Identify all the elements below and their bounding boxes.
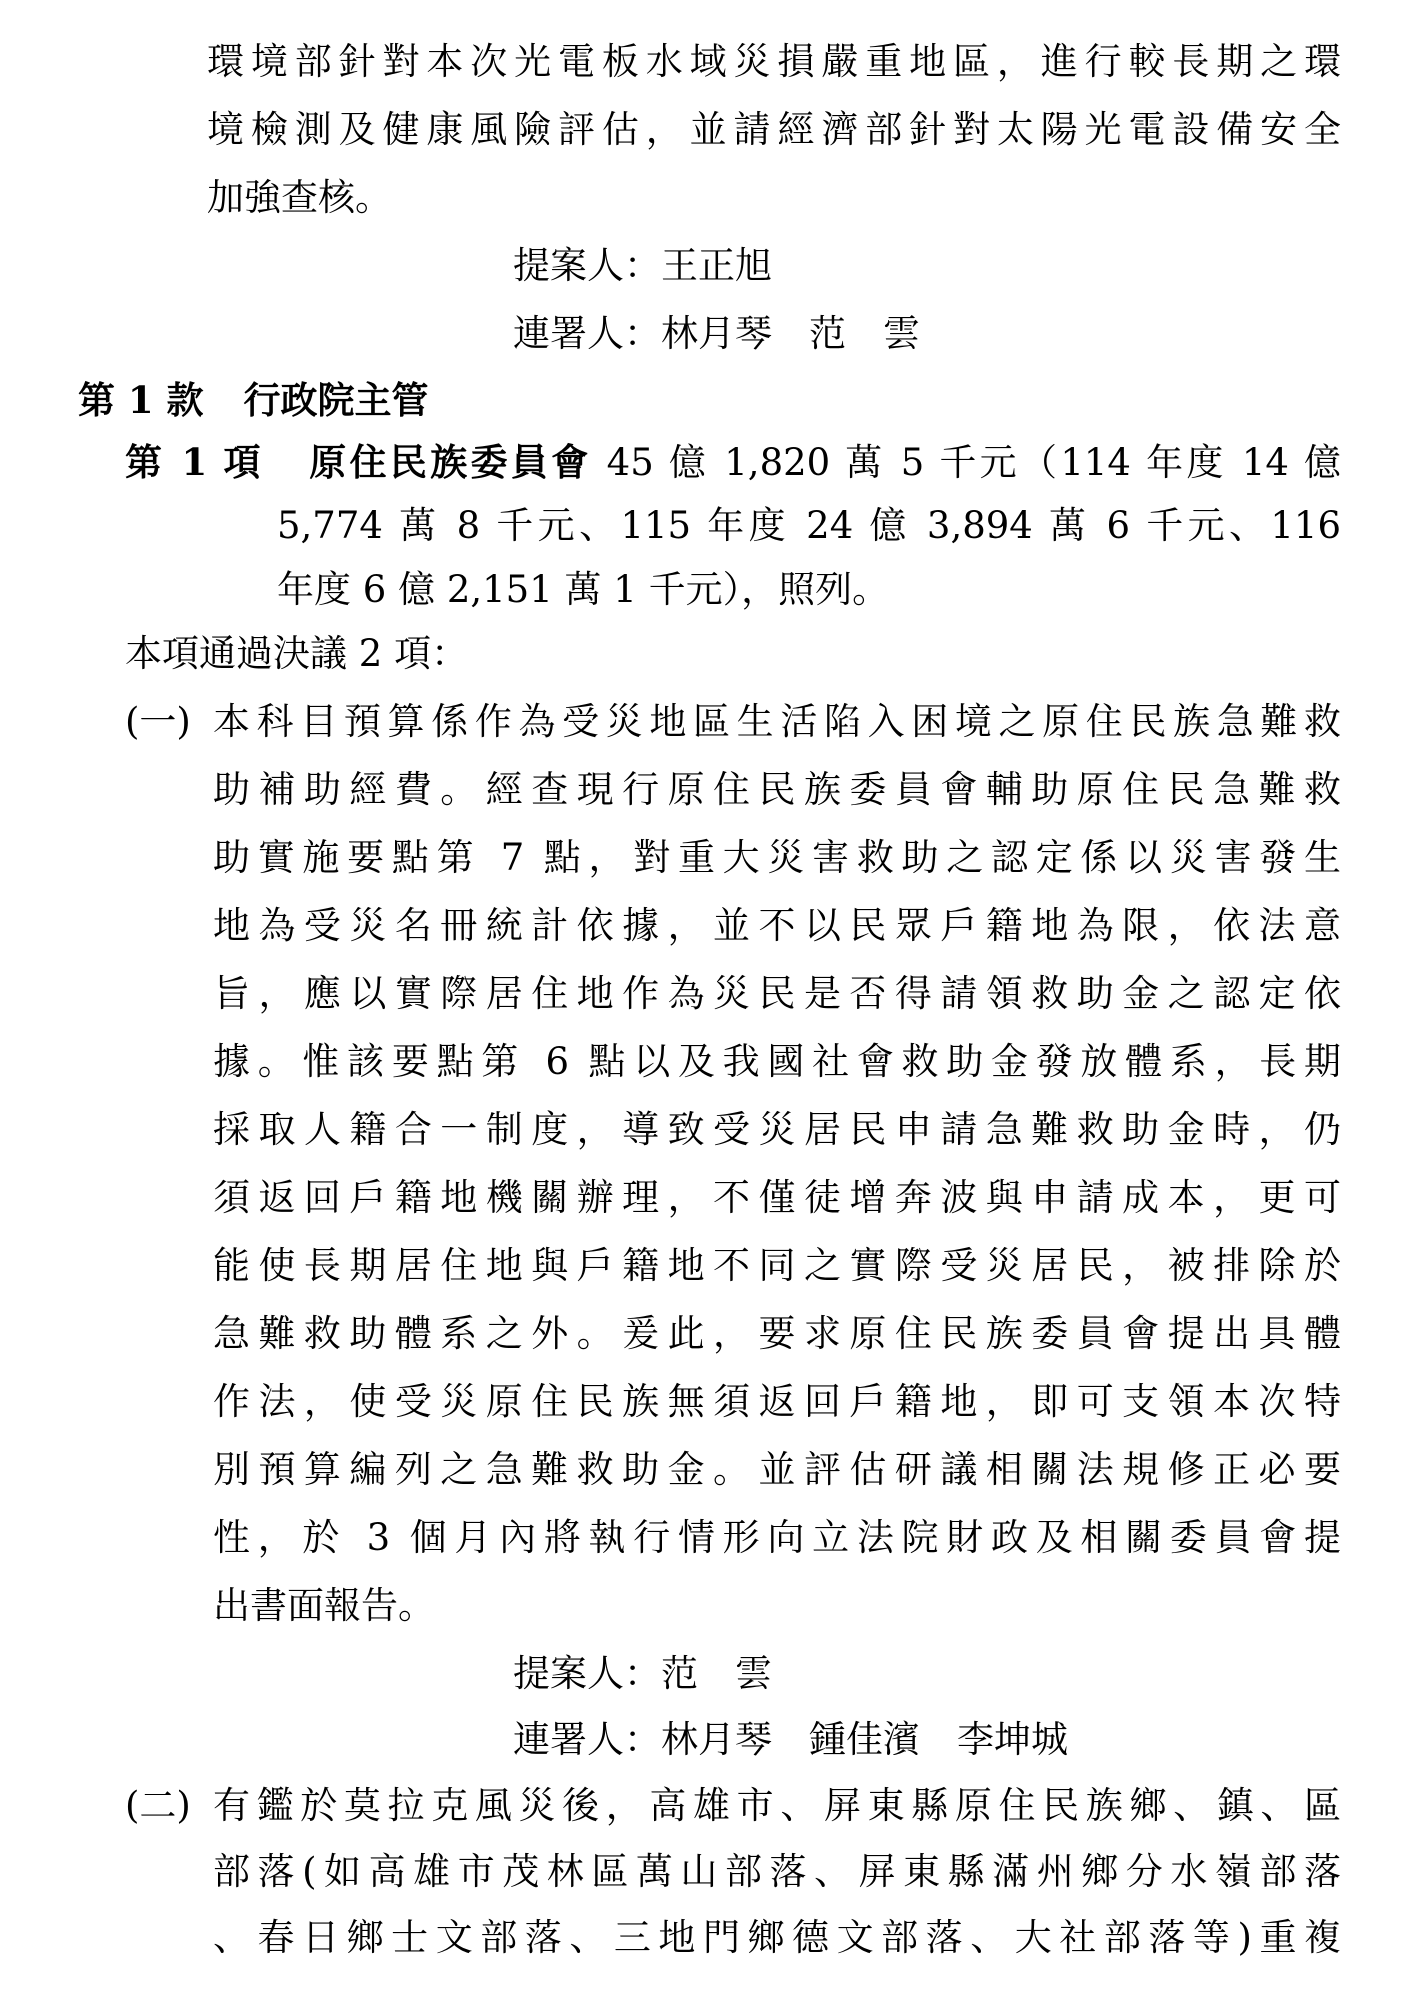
paragraph-line: 境檢測及健康風險評估，並請經濟部針對太陽光電設備安全	[207, 108, 1341, 151]
item-agency: 原住民族委員會	[305, 440, 592, 484]
section-title: 行政院主管	[243, 378, 429, 422]
resolution-line: 部落(如高雄市茂林區萬山部落、屏東縣滿州鄉分水嶺部落	[213, 1850, 1341, 1893]
item-heading	[125, 432, 1341, 492]
item-amount: 45 億 1,820 萬 5 千元（114 年度 14 億	[606, 441, 1342, 484]
resolution-line: 作法，使受災原住民族無須返回戶籍地，即可支領本次特	[213, 1380, 1341, 1423]
resolution-line: 據。惟該要點第 6 點以及我國社會救助金發放體系，長期	[213, 1040, 1341, 1083]
resolution-marker: (一)	[125, 700, 191, 743]
cosigner-line: 連署人：林月琴 鍾佳濱 李坤城	[513, 1718, 1068, 1761]
item-line: 年度 6 億 2,151 萬 1 千元），照列。	[277, 568, 890, 611]
item-label: 第 1 項	[125, 440, 264, 484]
resolution-line: 須返回戶籍地機關辦理，不僅徒增奔波與申請成本，更可	[213, 1176, 1341, 1219]
paragraph-line: 加強查核。	[207, 176, 392, 219]
resolution-line: 地為受災名冊統計依據，並不以民眾戶籍地為限，依法意	[213, 904, 1341, 947]
section-heading	[78, 370, 429, 430]
item-line: 5,774 萬 8 千元、115 年度 24 億 3,894 萬 6 千元、116	[277, 504, 1341, 547]
resolution-line: 能使長期居住地與戶籍地不同之實際受災居民，被排除於	[213, 1244, 1341, 1287]
resolution-line: 旨，應以實際居住地作為災民是否得請領救助金之認定依	[213, 972, 1341, 1015]
resolution-line: 助補助經費。經查現行原住民族委員會輔助原住民急難救	[213, 768, 1341, 811]
cosigner-line: 連署人：林月琴 范 雲	[513, 312, 920, 355]
resolution-line: 採取人籍合一制度，導致受災居民申請急難救助金時，仍	[213, 1108, 1341, 1151]
resolution-line: 有鑑於莫拉克風災後，高雄市、屏東縣原住民族鄉、鎮、區	[213, 1784, 1341, 1827]
proposer-line: 提案人：王正旭	[513, 244, 772, 287]
resolution-line: 急難救助體系之外。爰此，要求原住民族委員會提出具體	[213, 1312, 1341, 1355]
proposer-line: 提案人：范 雲	[513, 1652, 772, 1695]
resolutions-intro: 本項通過決議 2 項：	[125, 632, 469, 675]
resolution-line: 出書面報告。	[213, 1584, 435, 1627]
resolution-line: 本科目預算係作為受災地區生活陷入困境之原住民族急難救	[213, 700, 1341, 743]
resolution-line: 別預算編列之急難救助金。並評估研議相關法規修正必要	[213, 1448, 1341, 1491]
resolution-line: 助實施要點第 7 點，對重大災害救助之認定係以災害發生	[213, 836, 1341, 879]
paragraph-line: 環境部針對本次光電板水域災損嚴重地區，進行較長期之環	[207, 40, 1341, 83]
resolution-marker: (二)	[125, 1784, 191, 1827]
resolution-line: 性，於 3 個月內將執行情形向立法院財政及相關委員會提	[213, 1516, 1341, 1559]
section-number: 第 1 款	[78, 378, 204, 422]
resolution-line: 、春日鄉士文部落、三地門鄉德文部落、大社部落等)重複	[213, 1916, 1341, 1959]
